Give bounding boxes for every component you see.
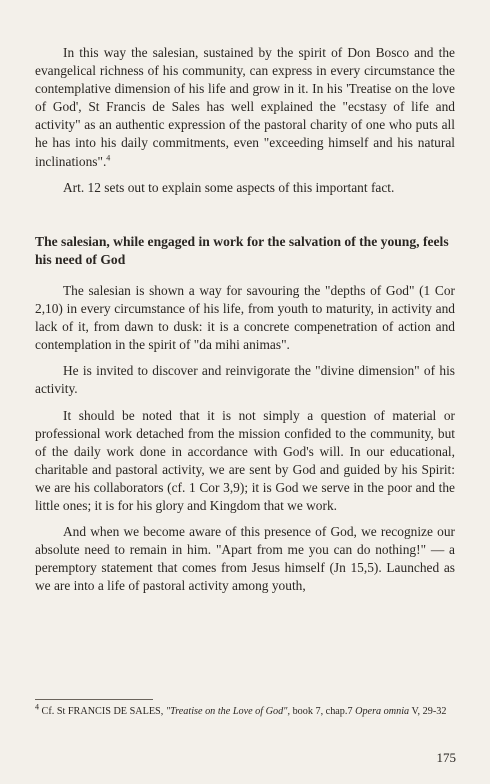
footnote [35, 702, 455, 718]
footnote-title: "Treatise on the Love of God", [165, 706, 291, 717]
paragraph-4: He is invited to discover and reinvigorate the "divine dimension" of his activity. [35, 363, 455, 397]
page-number: 175 [436, 750, 456, 765]
footnote-location: book 7, chap.7 [292, 706, 353, 717]
paragraph-5: It should be noted that it is not simply a question of material or professional work detached from the mission confided to the community, but of the daily work done in accordance with God's will. In our educational, charitable and pastoral activity, we are sent by God and guided by his Spirit: we are his collaborators (cf. 1 Cor 3,9); it is God we serve in the poor and the little ones; it is for his glory and Kingdom that we work. [35, 407, 455, 514]
paragraph-1: In this way the salesian, sustained by the spirit of Don Bosco and the evangelical richness of his community, can express in every circumstance the contemplative dimension of his life and grow in it. In his 'Treatise on the love of God', St Francis de Sales has well explained the "ecstasy of life and activity" as an authentic expression of the pastoral charity of one who puts all he has into his daily commitments, even "exceeding himself and his natural inclinations".$^4$ [35, 45, 455, 169]
paragraph-3: The salesian is shown a way for savouring the "depths of God" (1 Cor 2,10) in every circumstance of his life, from youth to maturity, in activity and lack of it, from dawn to dusk: it is a concrete compenetration of action and contemplation in the spirit of "da mihi animas". [35, 283, 455, 353]
section-heading: The salesian, while engaged in work for the salvation of the young, feels his need of God [35, 234, 449, 267]
opening-text [35, 44, 455, 197]
footnote-marker: 4 [35, 702, 39, 712]
footnote-author: Cf. St FRANCIS DE SALES, [41, 706, 164, 717]
paragraph-2: Art. 12 sets out to explain some aspects of this important fact. [63, 179, 395, 195]
footnote-reference: 4 [106, 153, 111, 163]
footnote-opera: Opera omnia [355, 706, 410, 717]
section-text [35, 282, 455, 596]
paragraph-6: And when we become aware of this presence of God, we recognize our absolute need to remain in him. "Apart from me you can do nothing!" — a peremptory statement that comes from Jesus himself (Jn 15,5). Launched as we are into a life of pastoral activity among youth, [35, 524, 455, 594]
footnote-volume: V, 29-32 [411, 706, 447, 717]
footnote-divider [35, 699, 153, 700]
